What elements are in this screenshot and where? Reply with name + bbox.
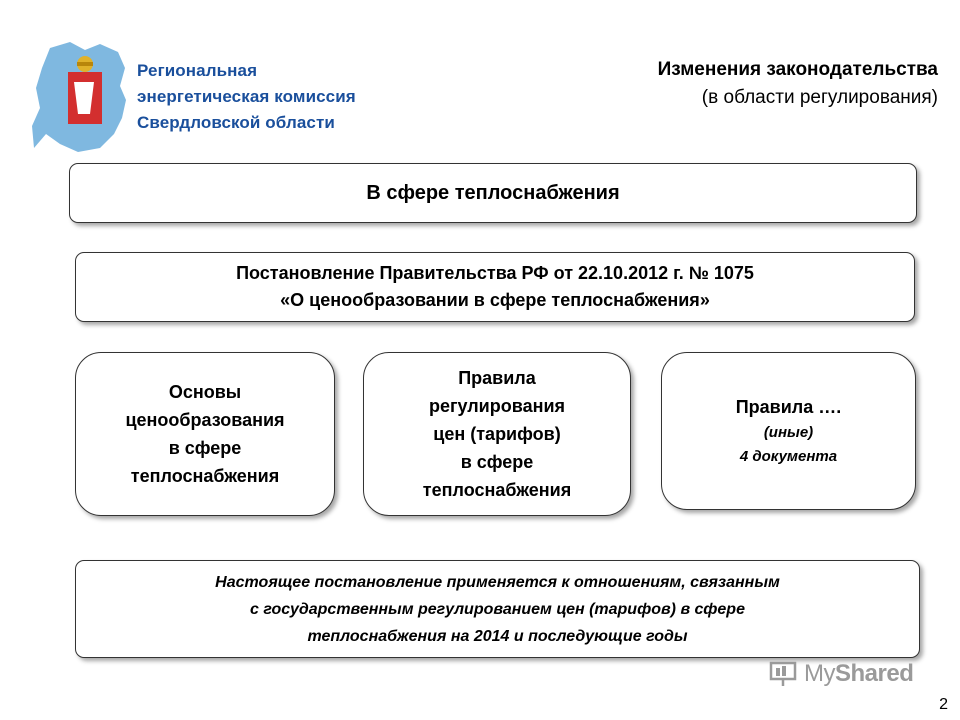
page-number: 2 xyxy=(939,696,948,713)
region-map-logo xyxy=(30,38,130,156)
sphere-label: В сфере теплоснабжения xyxy=(366,181,620,204)
document-line: теплоснабжения xyxy=(130,466,280,486)
note-line: Настоящее постановление применяется к отношениям, связанным xyxy=(215,573,780,591)
organization-name xyxy=(137,58,397,136)
decree-box xyxy=(75,252,915,322)
document-line: регулирования xyxy=(428,396,566,416)
org-line-3: Свердловской области xyxy=(137,113,335,132)
document-line: Правила xyxy=(458,368,536,388)
decree-line-2: «О ценообразовании в сфере теплоснабжения» xyxy=(280,290,710,310)
document-line: (иные) xyxy=(763,424,814,441)
org-line-1: Региональная xyxy=(137,61,258,80)
slide-title-main: Изменения законодательства xyxy=(657,59,938,80)
document-box-pricing-basics xyxy=(75,352,335,516)
document-line: ценообразования xyxy=(125,410,285,430)
document-box-regulation-rules xyxy=(363,352,631,516)
document-line: 4 документа xyxy=(739,448,838,465)
watermark-part-2: Shared xyxy=(835,660,914,687)
presentation-icon xyxy=(768,659,798,689)
slide-title-sub: (в области регулирования) xyxy=(701,87,938,108)
note-line: с государственным регулированием цен (тарифов) в сфере xyxy=(250,600,745,618)
watermark-part-1: My xyxy=(804,660,835,687)
document-line: в сфере xyxy=(460,452,534,472)
document-line: теплоснабжения xyxy=(422,480,572,500)
decree-line-1: Постановление Правительства РФ от 22.10.2012 г. № 1075 xyxy=(236,263,754,283)
slide-title xyxy=(658,56,938,112)
document-line: в сфере xyxy=(168,438,242,458)
applicability-note xyxy=(75,560,920,658)
document-line: цен (тарифов) xyxy=(433,424,561,444)
org-line-2: энергетическая комиссия xyxy=(137,87,356,106)
document-line: Основы xyxy=(168,382,242,402)
document-box-other-rules xyxy=(661,352,916,510)
note-line: теплоснабжения на 2014 и последующие годы xyxy=(307,627,688,645)
document-line: Правила …. xyxy=(735,397,842,417)
watermark xyxy=(768,656,928,692)
watermark-text xyxy=(804,660,913,688)
sphere-box xyxy=(69,163,917,223)
